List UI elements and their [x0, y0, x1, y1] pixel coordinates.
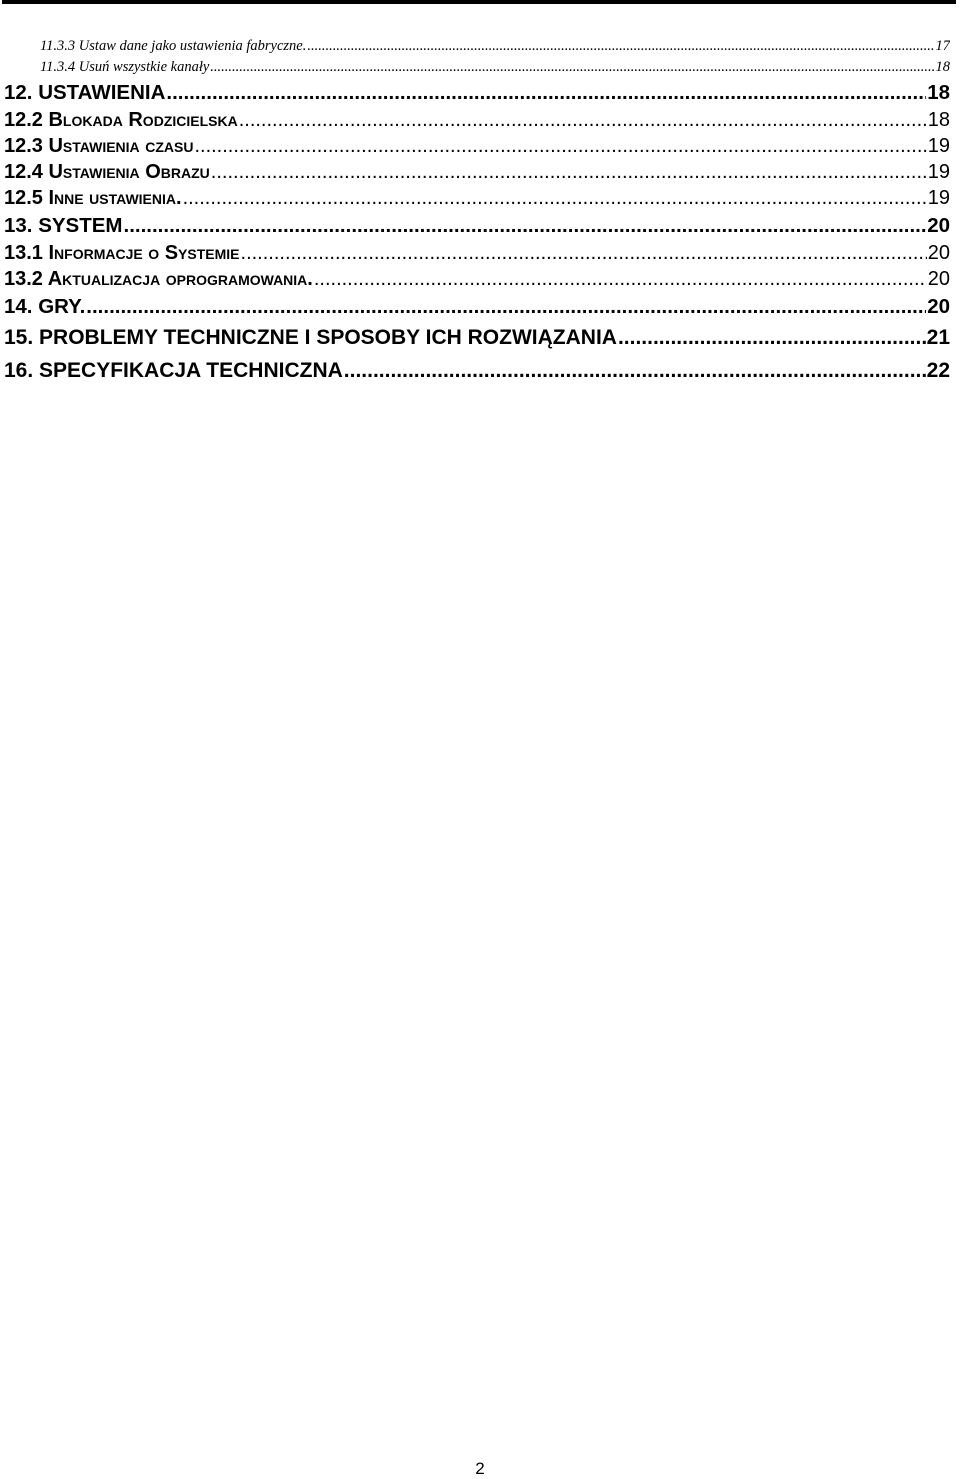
toc-entry-title: 16. SPECYFIKACJA TECHNICZNA: [4, 359, 343, 382]
top-rule: [2, 0, 956, 4]
toc-leader-dots: [211, 159, 927, 185]
table-of-contents: [4, 36, 950, 387]
toc-entry-page: 20: [927, 242, 950, 264]
toc-leader-dots: [618, 321, 926, 354]
toc-entry[interactable]: [4, 107, 950, 133]
toc-entry[interactable]: [4, 354, 950, 387]
toc-entry[interactable]: [4, 159, 950, 185]
toc-entry[interactable]: [4, 266, 950, 292]
toc-entry[interactable]: [4, 78, 950, 107]
toc-entry-page: 21: [926, 326, 950, 349]
toc-leader-dots: [86, 292, 926, 321]
toc-leader-dots: [166, 78, 926, 107]
toc-entry-title: 11.3.3 Ustaw dane jako ustawienia fabryczne.: [40, 38, 307, 54]
toc-leader-dots: [241, 240, 927, 266]
toc-leader-dots: [210, 57, 934, 78]
toc-entry-title: 11.3.4 Usuń wszystkie kanały: [40, 59, 210, 75]
toc-entry-title: 12. USTAWIENIA: [4, 81, 166, 104]
toc-entry-title: 14. GRY.: [4, 295, 86, 318]
toc-leader-dots: [239, 107, 927, 133]
toc-entry[interactable]: [4, 240, 950, 266]
toc-entry[interactable]: [4, 292, 950, 321]
toc-entry-title: 13. SYSTEM: [4, 214, 123, 237]
toc-entry[interactable]: [4, 321, 950, 354]
toc-entry-page: 22: [926, 359, 950, 382]
toc-leader-dots: [124, 211, 927, 240]
toc-entry-title: 13.2 Aktualizacja oprogramowania.: [4, 268, 313, 290]
toc-entry-page: 18: [927, 81, 950, 104]
toc-entry-page: 20: [927, 295, 950, 318]
page-number: 2: [475, 1459, 485, 1478]
toc-entry-page: 19: [927, 187, 950, 209]
toc-entry-title: 13.1 Informacje o Systemie: [4, 242, 240, 264]
toc-entry-title: 12.3 Ustawienia czasu: [4, 135, 194, 157]
toc-leader-dots: [314, 266, 927, 292]
toc-entry-page: 19: [927, 161, 950, 183]
toc-leader-dots: [183, 185, 927, 211]
toc-entry-page: 19: [927, 135, 950, 157]
toc-entry-page: 20: [927, 268, 950, 290]
toc-leader-dots: [344, 354, 926, 387]
toc-entry-page: 18: [927, 109, 950, 131]
toc-leader-dots: [307, 36, 934, 57]
toc-entry-title: 12.2 Blokada Rodzicielska: [4, 109, 238, 131]
toc-entry-title: 15. PROBLEMY TECHNICZNE I SPOSOBY ICH ROZWIĄZANIA: [4, 326, 617, 349]
toc-entry[interactable]: [4, 36, 950, 57]
toc-entry-page: 18: [935, 59, 950, 75]
toc-entry-page: 17: [935, 38, 950, 54]
toc-entry-title: 12.4 Ustawienia Obrazu: [4, 161, 210, 183]
toc-entry-page: 20: [927, 214, 950, 237]
toc-entry[interactable]: [4, 185, 950, 211]
toc-leader-dots: [194, 133, 926, 159]
toc-entry[interactable]: [4, 211, 950, 240]
toc-entry[interactable]: [4, 133, 950, 159]
toc-entry-title: 12.5 Inne ustawienia.: [4, 187, 182, 209]
toc-entry[interactable]: [4, 57, 950, 78]
